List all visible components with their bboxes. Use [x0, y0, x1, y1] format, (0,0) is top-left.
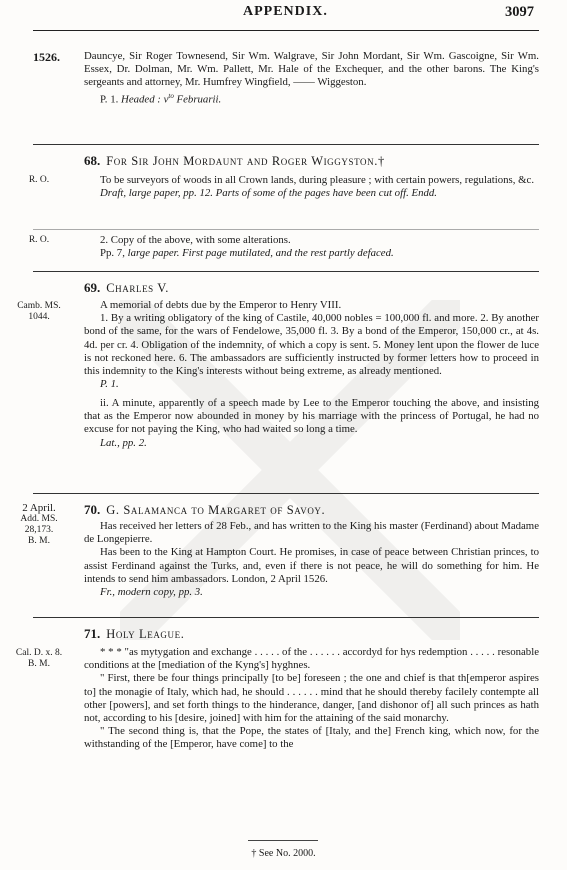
sub-separator [33, 229, 539, 230]
preamble-note-italic-2: Februarii. [173, 93, 222, 106]
preamble-note-italic: Headed : v [121, 93, 169, 106]
entry-68-margin [4, 175, 74, 186]
entry-number: 68. [84, 153, 101, 168]
margin-source: B. M. [28, 536, 50, 546]
margin-source: Add. MS. [20, 514, 58, 524]
entry-body: To be surveyors of woods in all Crown lands, during pleasure ; with certain powers, regulations, &c. [100, 174, 535, 186]
margin-source: 28,173. [24, 525, 54, 535]
sub-note-italic: large paper. First page mutilated, and the rest partly defaced. [127, 247, 394, 260]
entry-68-body [84, 174, 539, 200]
preamble-text: Dauncye, Sir Roger Townesend, Sir Wm. Walgrave, Sir John Mordant, Sir Wm. Gascoigne, Sir Wm. Essex, Dr. Dolman, Mr. Wm. Pallett, Mr. Hale of the Exchequer, and the other barons. The King's sergeants and attorney, Mr. Humfrey Wingfield, —— Wiggeston. [84, 50, 539, 89]
preamble-note [84, 90, 539, 107]
entry-title: For Sir John Mordaunt and Roger Wiggyston.† [106, 154, 385, 168]
entry-69-heading [84, 280, 169, 296]
entry-body-2: 1. By a writing obligatory of the king of Castile, 40,000 nobles = 100,000 fl. and more. 2. By another bond of the same, for the wars of Fendelowe, 35,000 fl. 3. By a bond of the Emperor, 150,000 cr., at 4s. 4d. per cr. 4. Obligation of the indemnity, of which a copy is sent. 5. Money lent upon the flower de luce is not reckoned here. 6. The ambassadors are sufficiently instructed by former letters how to proceed in this indemnity to the King's interests without being extreme, as already mentioned. [84, 312, 539, 378]
entry-separator [33, 144, 539, 145]
entry-sub-note [84, 247, 539, 260]
page-number: 3097 [505, 4, 534, 20]
margin-source: R. O. [28, 235, 50, 245]
entry-note: Draft, large paper, pp. 12. Parts of some of the pages have been cut off. Endd. [100, 187, 437, 200]
entry-body-2: " First, there be four things principally [to be] foreseen ; the one and chief is that th[emperor aspires to] the monagie of Italy, which had, he should . . . . . . mind that he should thereby facilely contempte all other [powers], and set forth things to the hinderance, danger, [and dishonor of] all such princes as hath not, according to his [desire, joined] with him for the attaining of the said monarchy. [84, 672, 539, 725]
entry-body-1: Has received her letters of 28 Feb., and has written to the King his master (Ferdinand) about Madame de Longepierre. [84, 520, 539, 546]
margin-source: Cal. D. x. 8. [15, 648, 63, 658]
entry-title: Charles V. [106, 281, 170, 295]
entry-71-heading [84, 626, 184, 642]
margin-source: R. O. [28, 175, 50, 185]
running-header [0, 4, 567, 26]
entry-separator [33, 493, 539, 494]
year-marker: 1526. [33, 50, 60, 64]
preamble-note-plain: P. 1. [100, 93, 122, 106]
entry-body-1: * * * "as mytygation and exchange . . . . . of the . . . . . . accordyd for hys redemption . . . . . resonable conditions at the [mediation of the Kyng's] hyghnes. [84, 646, 539, 672]
entry-sub-body: 2. Copy of the above, with some alterations. [100, 234, 291, 246]
preamble-entry [84, 50, 539, 106]
entry-body-3: ii. A minute, apparently of a speech made by Lee to the Emperor touching the above, and insisting that as the Emperor now abounded in money by his marriage with the princess of Portugal, he had no excuse for not paying the King, who had waited so long a time. [84, 397, 539, 436]
entry-body-1: A memorial of debts due by the Emperor to Henry VIII. [100, 299, 342, 311]
entry-number: 71. [84, 626, 101, 641]
entry-68-sub-body [84, 234, 539, 260]
footnote: † See No. 2000. [251, 848, 316, 859]
entry-note-1: P. 1. [100, 378, 119, 391]
margin-source: Camb. MS. [17, 301, 61, 311]
entry-body-2: Has been to the King at Hampton Court. He promises, in case of peace between Christian princes, to assist Ferdinand against the Turks, and, even if there is not peace, he will do something for him. He intends to send him ambassadors. London, 2 April 1526. [84, 546, 539, 585]
entry-69-margin [4, 301, 74, 323]
entry-note: Fr., modern copy, pp. 3. [100, 586, 203, 599]
margin-source: 1044. [28, 312, 50, 322]
entry-71-margin [4, 648, 74, 670]
entry-title: G. Salamanca to Margaret of Savoy. [106, 503, 326, 517]
entry-separator [33, 617, 539, 618]
sub-note-plain: Pp. 7, [100, 247, 128, 260]
entry-70-heading [84, 502, 325, 518]
entry-70-margin [4, 503, 74, 547]
entry-70-body [84, 520, 539, 599]
entry-69-body [84, 299, 539, 391]
entry-68-sub-margin [4, 235, 74, 246]
preamble-note-sup: to [168, 91, 174, 100]
header-title: APPENDIX. [243, 4, 328, 19]
entry-separator [33, 271, 539, 272]
entry-title: Holy League. [106, 627, 185, 641]
entry-number: 70. [84, 502, 101, 517]
footnote-rule [248, 840, 318, 841]
entry-body-3: " The second thing is, that the Pope, the states of [Italy, and the] French king, which now, for the withstanding of the [Emperor, have come] to the [84, 725, 539, 751]
header-rule [33, 30, 539, 31]
entry-number: 69. [84, 280, 101, 295]
entry-71-body [84, 646, 539, 752]
margin-source: B. M. [28, 659, 50, 669]
entry-69-minute [84, 397, 539, 450]
entry-note-2: Lat., pp. 2. [100, 436, 147, 449]
margin-date: 2 April. [22, 502, 56, 514]
entry-68-heading [84, 153, 385, 169]
